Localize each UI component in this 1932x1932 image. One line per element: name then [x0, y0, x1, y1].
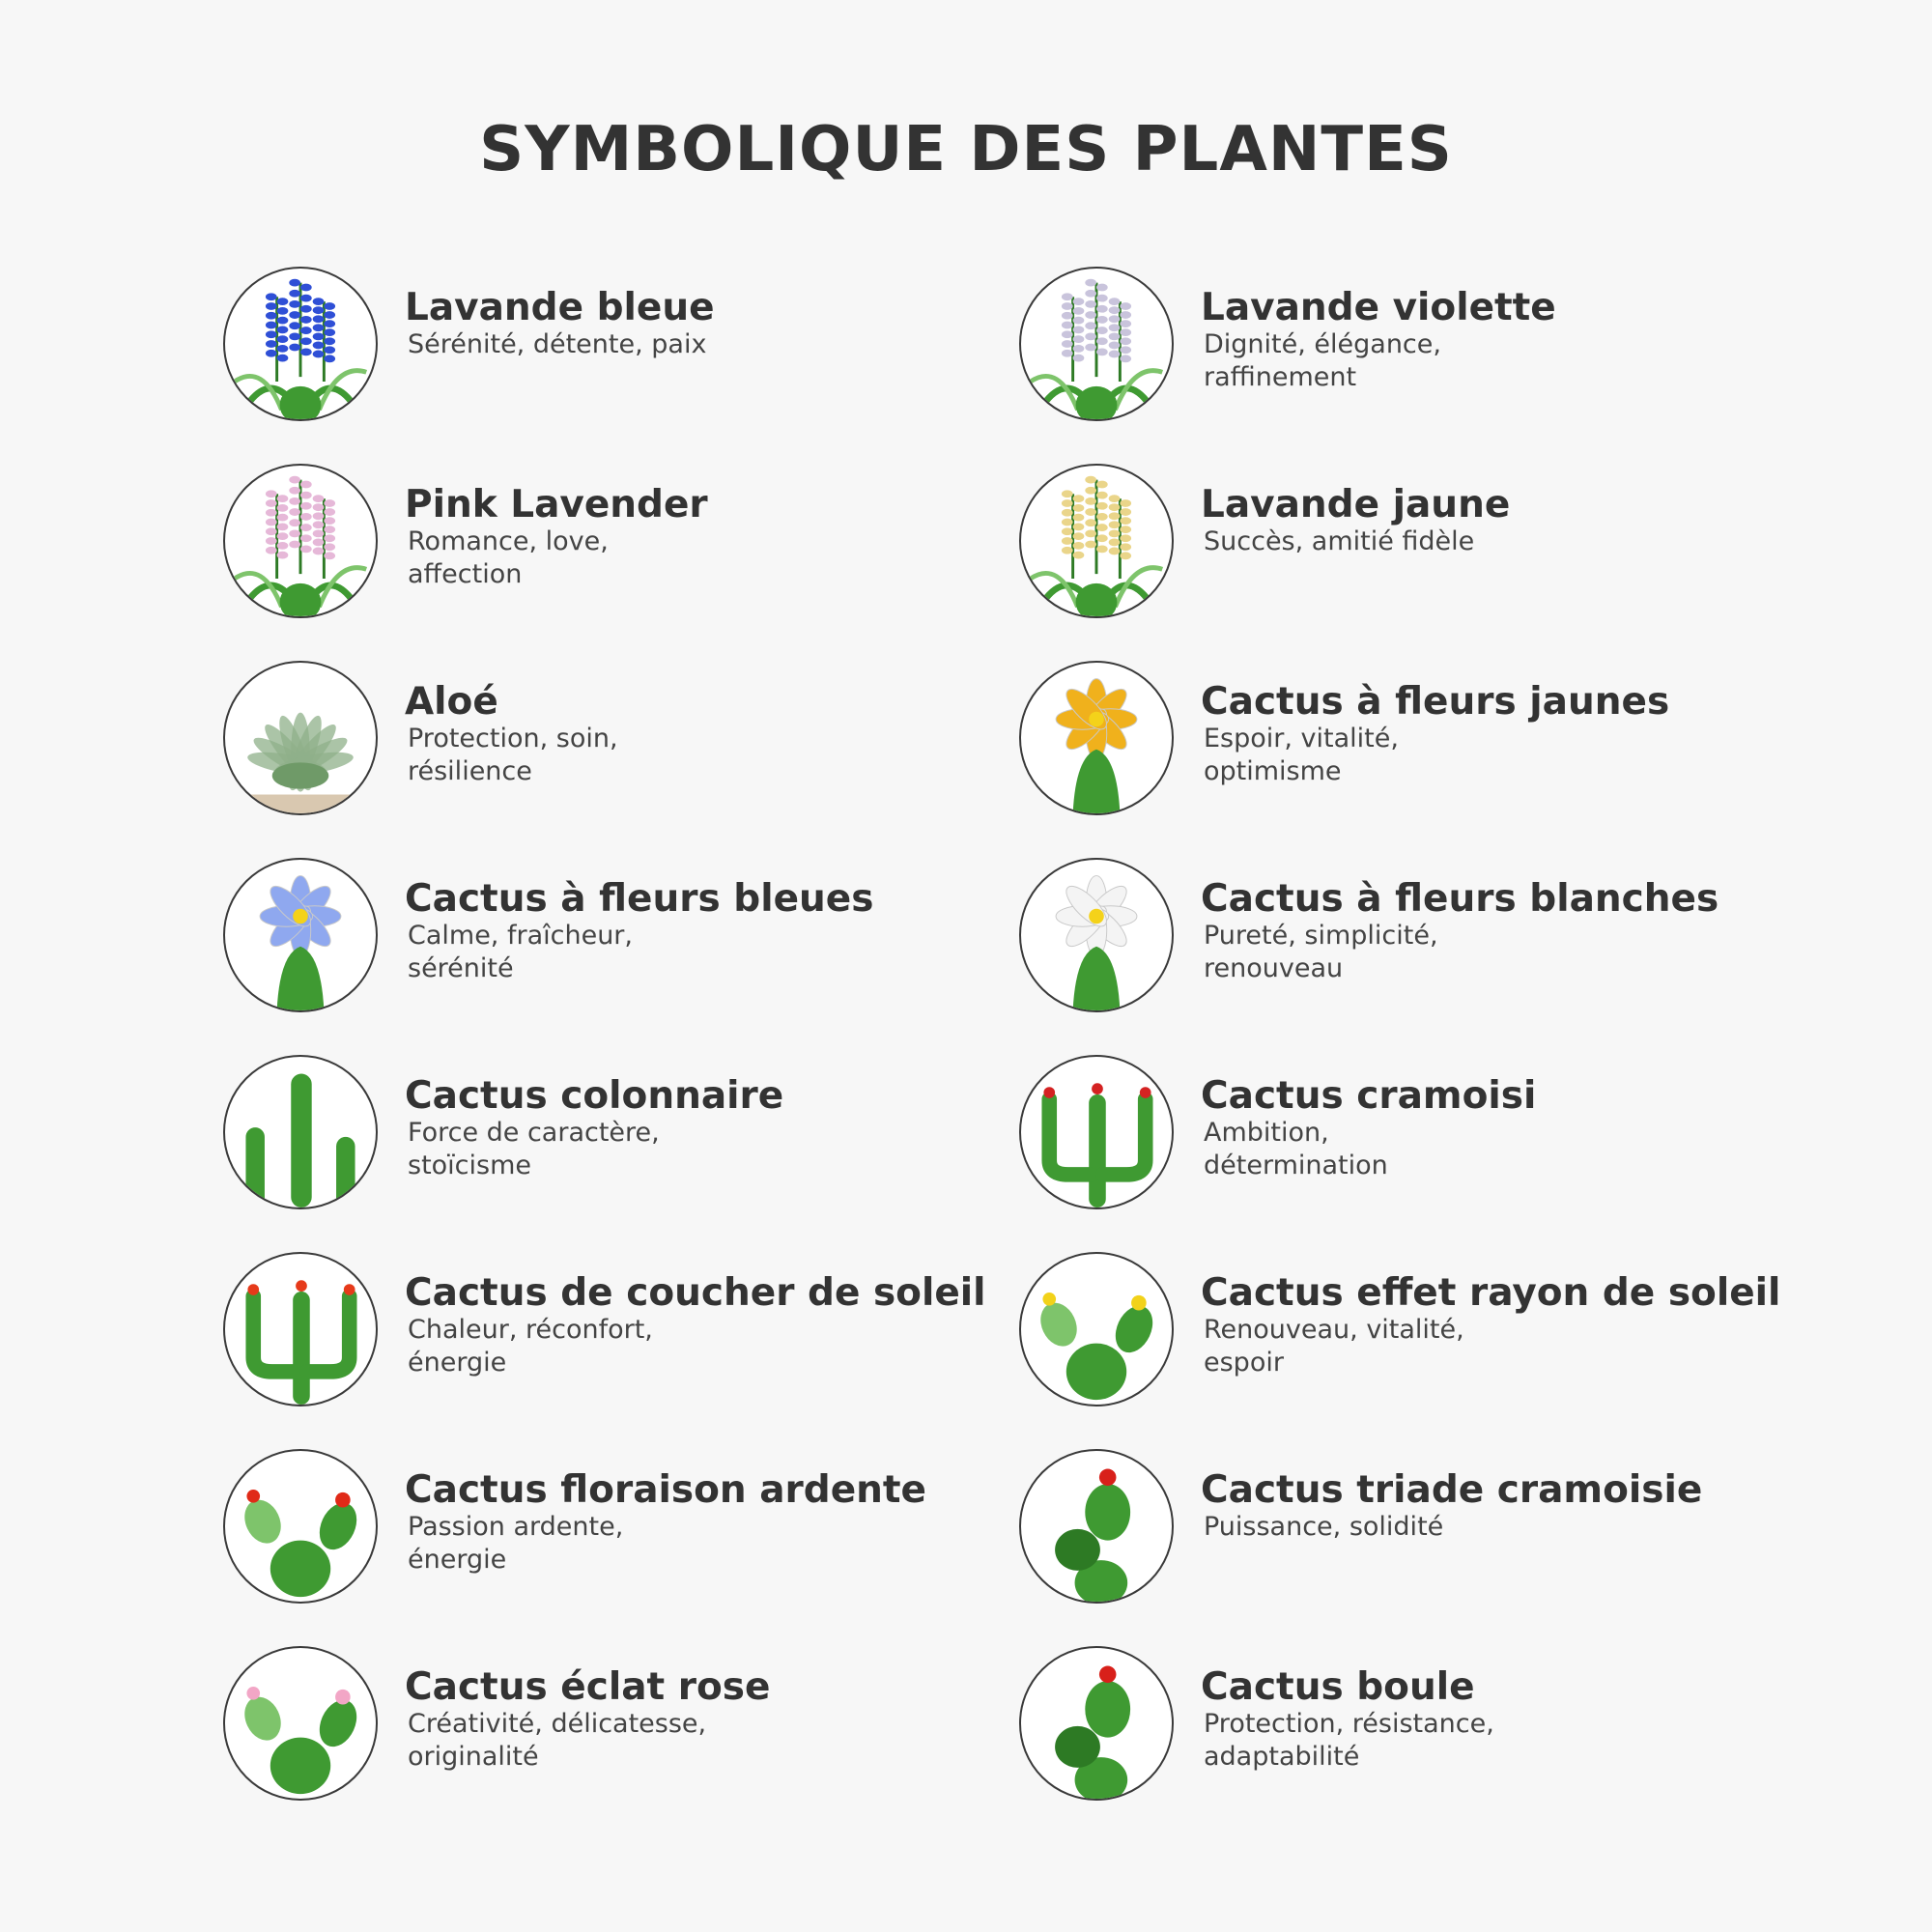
yellow-flower-cactus-icon: [1019, 661, 1174, 815]
plant-name: Cactus effet rayon de soleil: [1201, 1271, 1781, 1315]
pink-burst-cactus-icon: [223, 1646, 378, 1801]
plant-item: [1017, 856, 1813, 1053]
plant-name: Cactus à fleurs blanches: [1201, 877, 1719, 921]
plant-meaning: Espoir, vitalité, optimisme: [1204, 724, 1399, 786]
plant-item: [221, 462, 1017, 659]
plant-name: Lavande violette: [1201, 286, 1556, 329]
pink-lavender-icon: [223, 464, 378, 618]
plant-item: [1017, 462, 1813, 659]
plant-name: Cactus à fleurs bleues: [405, 877, 874, 921]
plant-meaning: Passion ardente, énergie: [408, 1512, 624, 1575]
blue-flower-cactus-icon: [223, 858, 378, 1012]
plant-meaning: Calme, fraîcheur, sérénité: [408, 921, 633, 983]
white-flower-cactus-icon: [1019, 858, 1174, 1012]
plant-name: Cactus de coucher de soleil: [405, 1271, 986, 1315]
columnar-cactus-icon: [223, 1055, 378, 1209]
plant-meaning: Protection, soin, résilience: [408, 724, 618, 786]
yellow-lavender-icon: [1019, 464, 1174, 618]
plant-item: [221, 265, 1017, 462]
aloe-icon: [223, 661, 378, 815]
plant-item: [1017, 1250, 1813, 1447]
plant-meaning: Force de caractère, stoïcisme: [408, 1118, 660, 1180]
crimson-cactus-icon: [1019, 1055, 1174, 1209]
plant-name: Cactus à fleurs jaunes: [1201, 680, 1670, 724]
plant-meaning: Protection, résistance, adaptabilité: [1204, 1709, 1494, 1772]
plant-name: Aloé: [405, 680, 498, 724]
plant-item: [221, 1447, 1017, 1644]
plant-name: Lavande jaune: [1201, 483, 1511, 526]
page-title: SYMBOLIQUE DES PLANTES: [479, 114, 1453, 185]
plant-name: Cactus triade cramoisie: [1201, 1468, 1703, 1512]
plant-meaning: Chaleur, réconfort, énergie: [408, 1315, 653, 1378]
plant-meaning: Sérénité, détente, paix: [408, 329, 707, 359]
plant-meaning: Romance, love, affection: [408, 526, 609, 589]
sunset-cactus-icon: [223, 1252, 378, 1406]
plant-item: [221, 1250, 1017, 1447]
sunray-cactus-icon: [1019, 1252, 1174, 1406]
plant-meaning: Créativité, délicatesse, originalité: [408, 1709, 707, 1772]
ball-cactus-icon: [1019, 1646, 1174, 1801]
plant-item: [1017, 1447, 1813, 1644]
plant-meaning: Dignité, élégance, raffinement: [1204, 329, 1441, 392]
plant-name: Cactus colonnaire: [405, 1074, 784, 1118]
plant-item: [221, 856, 1017, 1053]
plant-meaning: Ambition, détermination: [1204, 1118, 1388, 1180]
plant-item: [1017, 265, 1813, 462]
plant-item: [1017, 1053, 1813, 1250]
plant-item: [1017, 659, 1813, 856]
plant-item: [221, 1053, 1017, 1250]
plant-name: Cactus éclat rose: [405, 1665, 771, 1709]
plant-name: Cactus floraison ardente: [405, 1468, 927, 1512]
plant-item: [1017, 1644, 1813, 1841]
violet-lavender-icon: [1019, 267, 1174, 421]
plant-grid: [221, 265, 1813, 1841]
plant-name: Cactus boule: [1201, 1665, 1475, 1709]
fiery-bloom-cactus-icon: [223, 1449, 378, 1604]
plant-item: [221, 1644, 1017, 1841]
plant-name: Lavande bleue: [405, 286, 715, 329]
plant-name: Cactus cramoisi: [1201, 1074, 1537, 1118]
plant-name: Pink Lavender: [405, 483, 708, 526]
plant-meaning: Pureté, simplicité, renouveau: [1204, 921, 1438, 983]
plant-meaning: Succès, amitié fidèle: [1204, 526, 1475, 556]
crimson-triad-cactus-icon: [1019, 1449, 1174, 1604]
plant-meaning: Puissance, solidité: [1204, 1512, 1444, 1542]
plant-meaning: Renouveau, vitalité, espoir: [1204, 1315, 1464, 1378]
plant-item: [221, 659, 1017, 856]
blue-lavender-icon: [223, 267, 378, 421]
